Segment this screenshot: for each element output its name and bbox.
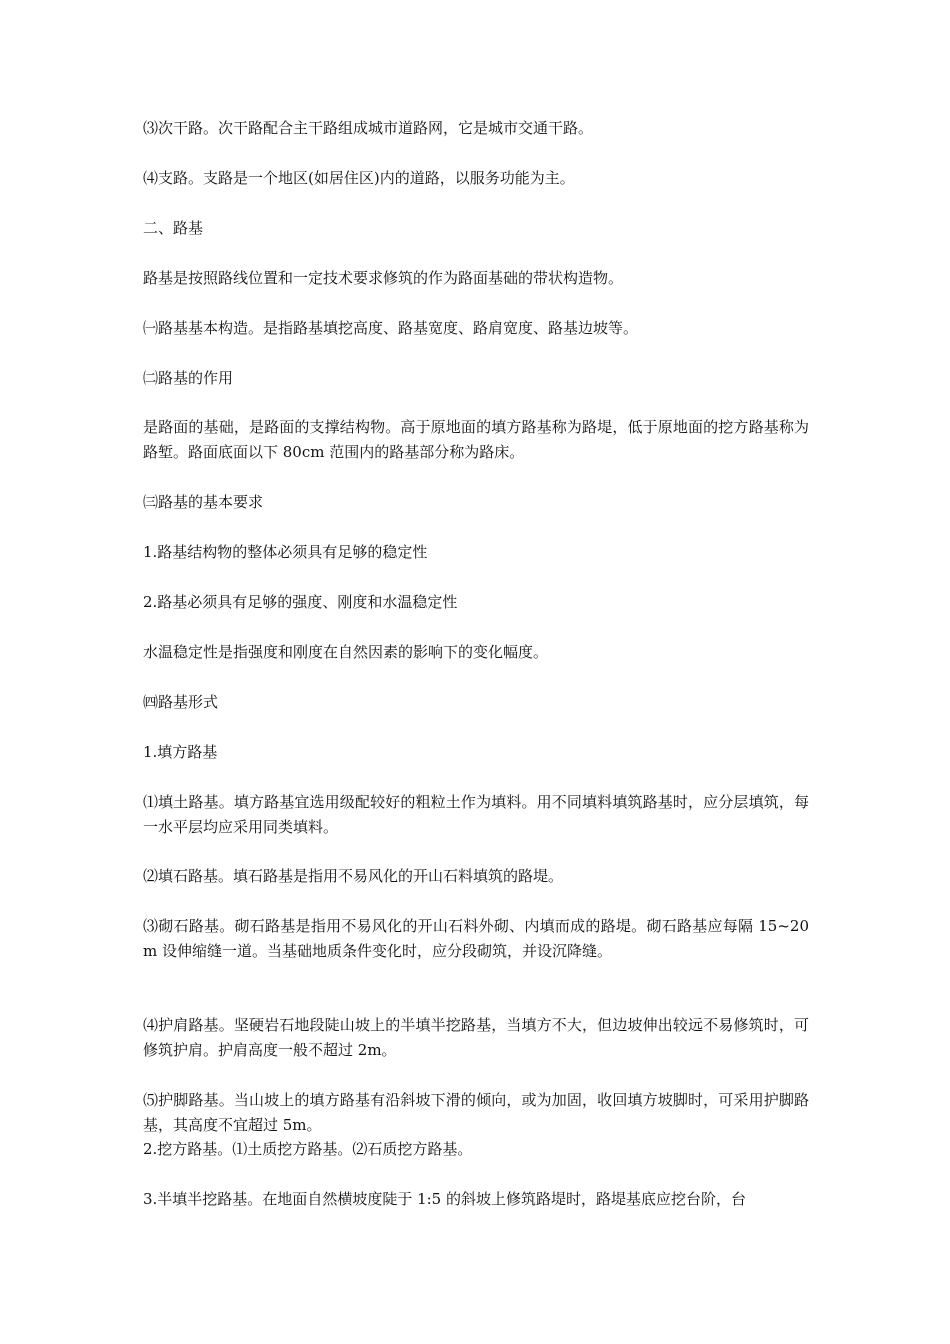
paragraph-masonry-roadbed: ⑶砌石路基。砌石路基是指用不易风化的开山石料外砌、内填而成的路堤。砌石路基应每隔 15~20m 设伸缩缝一道。当基础地质条件变化时，应分段砌筑，并设沉降缝。 [143,917,809,960]
paragraph-shoulder-protection: ⑷护肩路基。坚硬岩石地段陡山坡上的半填半挖路基，当填方不大，但边坡伸出较远不易修筑时，可修筑护肩。护肩高度一般不超过 2m。 [143,1016,809,1059]
subheading-roadbed-requirements: ㈢路基的基本要求 [143,493,264,511]
section-heading-roadbed: 二、路基 [143,219,204,237]
list-item-strength: 2.路基必须具有足够的强度、刚度和水温稳定性 [143,593,458,611]
subheading-roadbed-function: ㈡路基的作用 [143,369,234,387]
list-item-cut-roadbed: 2.挖方路基。⑴土质挖方路基。⑵石质挖方路基。 [143,1140,473,1158]
paragraph-earth-fill: ⑴填土路基。填方路基宜选用级配较好的粗粒土作为填料。用不同填料填筑路基时，应分层填筑，每一水平层均应采用同类填料。 [143,793,809,836]
list-item-half-fill-half-cut: 3.半填半挖路基。在地面自然横坡度陡于 1:5 的斜坡上修筑路堤时，路堤基底应挖台阶，台 [143,1190,746,1208]
paragraph-secondary-road: ⑶次干路。次干路配合主干路组成城市道路网，它是城市交通干路。 [143,119,594,137]
paragraph-roadbed-structure: ㈠路基基本构造。是指路基填挖高度、路基宽度、路肩宽度、路基边坡等。 [143,319,639,337]
paragraph-roadbed-definition: 路基是按照路线位置和一定技术要求修筑的作为路面基础的带状构造物。 [143,269,624,287]
list-item-fill-roadbed: 1.填方路基 [143,743,218,761]
paragraph-water-temperature-stability: 水温稳定性是指强度和刚度在自然因素的影响下的变化幅度。 [143,643,549,661]
paragraph-rock-fill: ⑵填石路基。填石路基是指用不易风化的开山石料填筑的路堤。 [143,867,564,885]
list-item-stability: 1.路基结构物的整体必须具有足够的稳定性 [143,543,428,561]
paragraph-branch-road: ⑷支路。支路是一个地区(如居住区)内的道路，以服务功能为主。 [143,169,575,187]
paragraph-toe-protection: ⑸护脚路基。当山坡上的填方路基有沿斜坡下滑的倾向，或为加固，收回填方坡脚时，可采用护脚路基，其高度不宜超过 5m。 [143,1091,809,1134]
paragraph-roadbed-function: 是路面的基础，是路面的支撑结构物。高于原地面的填方路基称为路堤，低于原地面的挖方路基称为路堑。路面底面以下 80cm 范围内的路基部分称为路床。 [143,418,809,461]
subheading-roadbed-forms: ㈣路基形式 [143,693,219,711]
